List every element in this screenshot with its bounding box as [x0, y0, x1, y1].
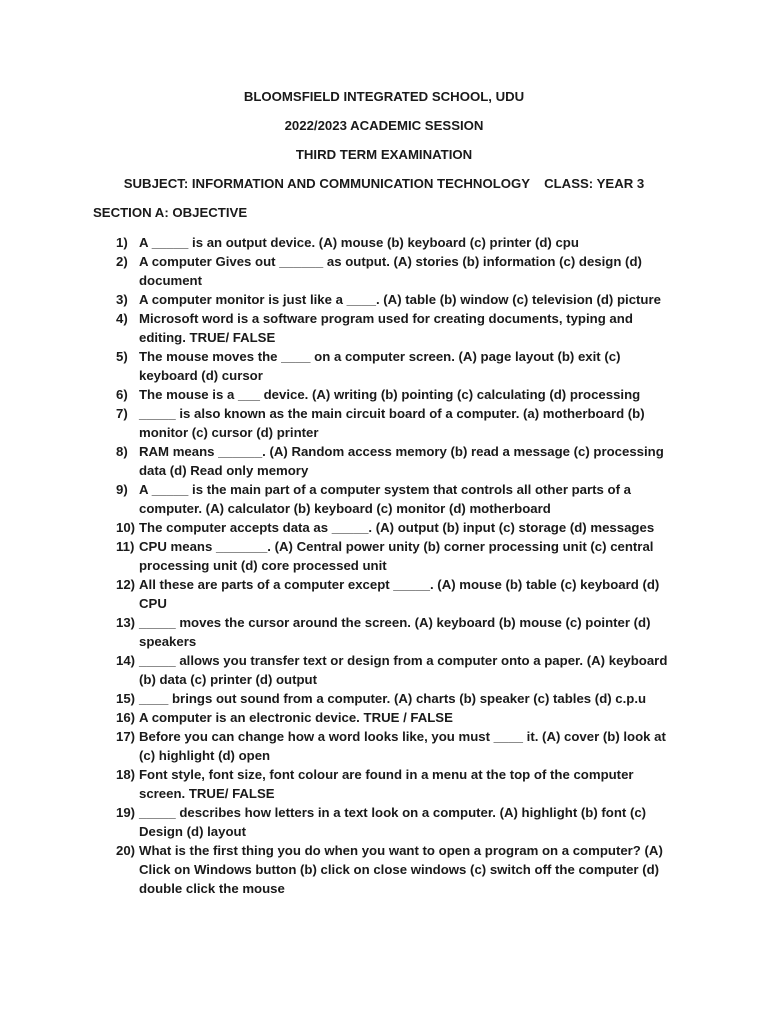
- question-item: [0, 841, 679, 898]
- question-text: A computer monitor is just like a ____. (A) table (b) window (c) television (d) picture: [139, 292, 661, 307]
- question-item: [0, 727, 679, 765]
- question-text: _____ moves the cursor around the screen. (A) keyboard (b) mouse (c) pointer (d) speakers: [139, 615, 651, 649]
- question-item: [0, 252, 679, 290]
- question-number: 9): [116, 482, 128, 497]
- question-text: A computer is an electronic device. TRUE / FALSE: [139, 710, 453, 725]
- question-number: 4): [116, 311, 128, 326]
- subject-label: SUBJECT: INFORMATION AND COMMUNICATION TECHNOLOGY: [123, 176, 531, 191]
- question-item: [0, 575, 679, 613]
- question-text: What is the first thing you do when you want to open a program on a computer? (A) Click on Windows button (b) click on close windows (c) switch off the computer (d) double click the mouse: [139, 843, 663, 896]
- question-text: Before you can change how a word looks like, you must ____ it. (A) cover (b) look at (c) highlight (d) open: [139, 729, 666, 763]
- question-text: CPU means _______. (A) Central power unity (b) corner processing unit (c) central processing unit (d) core processed unit: [139, 539, 654, 573]
- question-item: [0, 347, 679, 385]
- question-text: _____ allows you transfer text or design from a computer onto a paper. (A) keyboard (b) data (c) printer (d) output: [139, 653, 668, 687]
- question-text: The computer accepts data as _____. (A) output (b) input (c) storage (d) messages: [139, 520, 655, 535]
- question-text: The mouse is a ___ device. (A) writing (b) pointing (c) calculating (d) processing: [139, 387, 641, 402]
- question-item: [0, 518, 679, 537]
- question-number: 16): [116, 710, 136, 725]
- question-item: [0, 404, 679, 442]
- question-item: [0, 765, 679, 803]
- academic-session: 2022/2023 ACADEMIC SESSION: [284, 118, 484, 133]
- question-item: [0, 385, 679, 404]
- question-number: 5): [116, 349, 128, 364]
- question-item: [0, 233, 679, 252]
- question-list: [0, 233, 768, 898]
- question-text: _____ is also known as the main circuit board of a computer. (a) motherboard (b) monitor (c) cursor (d) printer: [139, 406, 645, 440]
- question-text: A _____ is the main part of a computer system that controls all other parts of a computer. (A) calculator (b) keyboard (c) monitor (d) motherboard: [139, 482, 631, 516]
- school-name: BLOOMSFIELD INTEGRATED SCHOOL, UDU: [243, 89, 525, 104]
- question-text: Font style, font size, font colour are found in a menu at the top of the computer screen. TRUE/ FALSE: [139, 767, 634, 801]
- question-text: Microsoft word is a software program used for creating documents, typing and editing. TRUE/ FALSE: [139, 311, 633, 345]
- question-number: 6): [116, 387, 128, 402]
- question-item: [0, 651, 679, 689]
- question-number: 15): [116, 691, 136, 706]
- subject-class-line: [0, 176, 768, 191]
- question-number: 20): [116, 843, 136, 858]
- question-text: All these are parts of a computer except _____. (A) mouse (b) table (c) keyboard (d) CPU: [139, 577, 660, 611]
- question-item: [0, 803, 679, 841]
- question-item: [0, 708, 679, 727]
- question-number: 3): [116, 292, 128, 307]
- question-number: 19): [116, 805, 136, 820]
- question-number: 7): [116, 406, 128, 421]
- section-heading: SECTION A: OBJECTIVE: [93, 205, 248, 220]
- question-text: The mouse moves the ____ on a computer screen. (A) page layout (b) exit (c) keyboard (d) cursor: [139, 349, 621, 383]
- question-number: 10): [116, 520, 136, 535]
- question-number: 2): [116, 254, 128, 269]
- exam-term: THIRD TERM EXAMINATION: [295, 147, 473, 162]
- question-text: _____ describes how letters in a text look on a computer. (A) highlight (b) font (c) Design (d) layout: [139, 805, 647, 839]
- question-number: 17): [116, 729, 136, 744]
- question-number: 11): [116, 539, 135, 554]
- class-label: CLASS: YEAR 3: [544, 176, 645, 191]
- question-text: A _____ is an output device. (A) mouse (b) keyboard (c) printer (d) cpu: [139, 235, 579, 250]
- question-item: [0, 290, 679, 309]
- question-number: 1): [116, 235, 128, 250]
- question-text: ____ brings out sound from a computer. (A) charts (b) speaker (c) tables (d) c.p.u: [139, 691, 647, 706]
- question-item: [0, 480, 679, 518]
- question-number: 18): [116, 767, 136, 782]
- question-item: [0, 537, 679, 575]
- question-number: 13): [116, 615, 136, 630]
- question-number: 8): [116, 444, 128, 459]
- question-item: [0, 309, 679, 347]
- question-text: A computer Gives out ______ as output. (A) stories (b) information (c) design (d) document: [139, 254, 642, 288]
- question-text: RAM means ______. (A) Random access memory (b) read a message (c) processing data (d) Read only memory: [139, 444, 664, 478]
- question-number: 14): [116, 653, 136, 668]
- question-item: [0, 613, 679, 651]
- question-item: [0, 442, 679, 480]
- question-number: 12): [116, 577, 136, 592]
- question-item: [0, 689, 679, 708]
